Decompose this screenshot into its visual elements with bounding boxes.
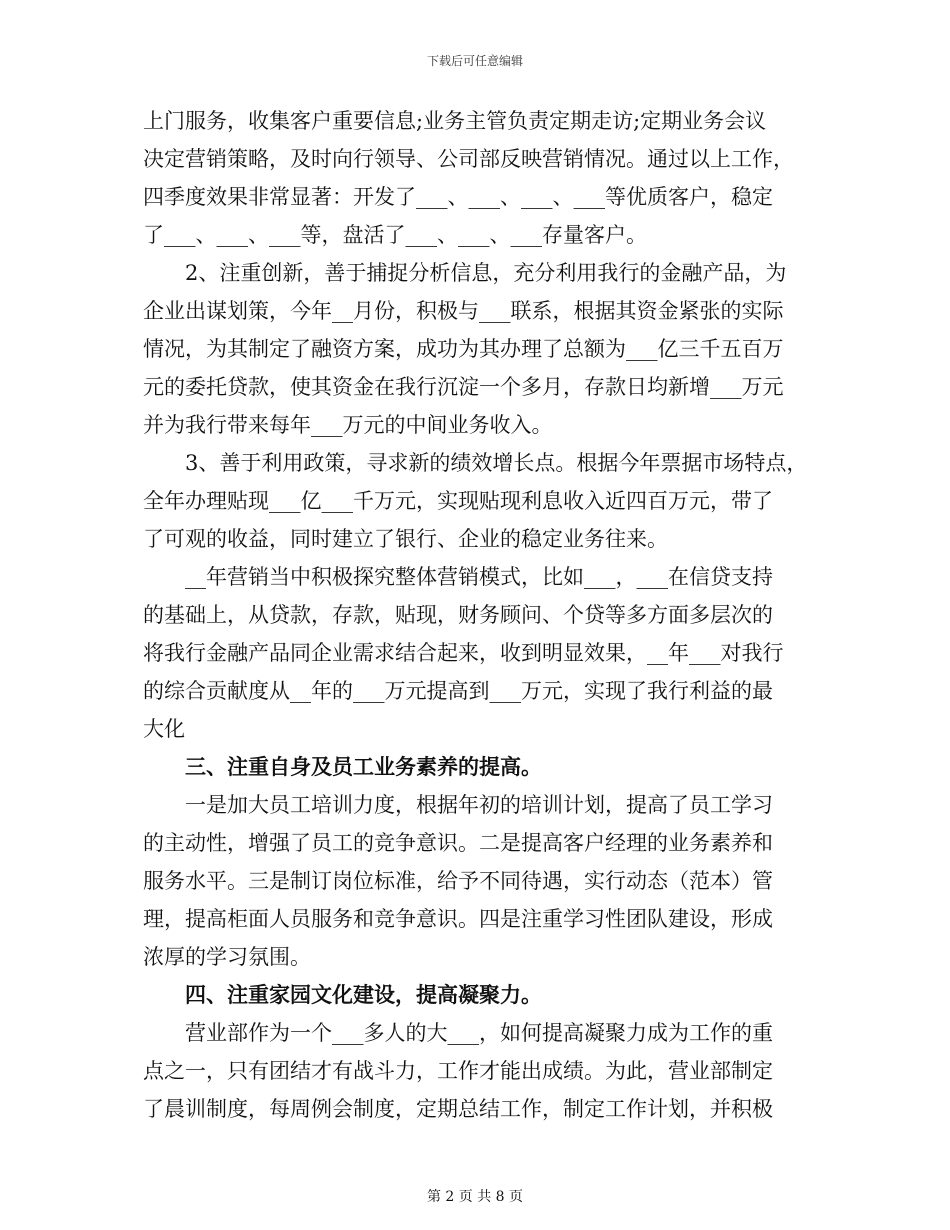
paragraph-marketing-model <box>143 558 823 748</box>
text-line: 将我行金融产品同企业需求结合起来，收到明显效果，__年___对我行 <box>143 641 784 665</box>
text-line: 营业部作为一个___多人的大___，如何提高凝聚力成为工作的重 <box>185 1021 773 1045</box>
text-line: __年营销当中积极探究整体营销模式，比如___，___在信贷支持 <box>185 565 773 589</box>
text-line: 理，提高柜面人员服务和竞争意识。四是注重学习性团队建设，形成 <box>143 907 773 931</box>
text-line: 情况，为其制定了融资方案，成功为其办理了总额为___亿三千五百万 <box>143 337 784 361</box>
text-line: 并为我行带来每年___万元的中间业务收入。 <box>143 413 553 437</box>
page-number-footer: 第 2 页 共 8 页 <box>426 1189 524 1205</box>
text-line: 企业出谋划策，今年__月份，积极与___联系，根据其资金紧张的实际 <box>143 299 784 323</box>
text-line: 了可观的收益，同时建立了银行、企业的稳定业务往来。 <box>143 527 668 551</box>
text-line: 一是加大员工培训力度，根据年初的培训计划，提高了员工学习 <box>185 793 773 817</box>
text-line: 的综合贡献度从__年的___万元提高到___万元，实现了我行利益的最 <box>143 679 773 703</box>
text-line: 全年办理贴现___亿___千万元，实现贴现利息收入近四百万元，带了 <box>143 489 773 513</box>
text-line: 2、注重创新，善于捕捉分析信息，充分利用我行的金融产品，为 <box>185 261 787 285</box>
text-line: 3、善于利用政策，寻求新的绩效增长点。根据今年票据市场特点， <box>185 451 808 475</box>
text-line: 元的委托贷款，使其资金在我行沉淀一个多月，存款日均新增___万元 <box>143 375 784 399</box>
text-line: 的主动性，增强了员工的竞争意识。二是提高客户经理的业务素养和 <box>143 831 773 855</box>
section-heading-three <box>143 748 823 786</box>
text-line: 的基础上，从贷款，存款，贴现，财务顾问、个贷等多方面多层次的 <box>143 603 773 627</box>
heading-text: 四、注重家园文化建设，提高凝聚力。 <box>185 982 542 1007</box>
text-line: 上门服务，收集客户重要信息;业务主管负责定期走访;定期业务会议 <box>143 109 767 133</box>
document-body <box>143 102 823 1128</box>
page-header: 下载后可任意编辑 <box>426 54 523 68</box>
text-line: 了晨训制度，每周例会制度，定期总结工作，制定工作计划，并积极 <box>143 1097 773 1121</box>
section-heading-four <box>143 976 823 1014</box>
text-line: 了___、___、___等，盘活了___、___、___存量客户。 <box>143 223 647 247</box>
paragraph-staff-training <box>143 786 823 976</box>
paragraph-customer-service <box>143 102 823 254</box>
paragraph-innovation <box>143 254 823 444</box>
heading-text: 三、注重自身及员工业务素养的提高。 <box>185 754 542 779</box>
text-line: 决定营销策略，及时向行领导、公司部反映营销情况。通过以上工作， <box>143 147 794 171</box>
text-line: 四季度效果非常显著：开发了___、___、___、___等优质客户，稳定 <box>143 185 773 209</box>
text-line: 点之一，只有团结才有战斗力，工作才能出成绩。为此，营业部制定 <box>143 1059 773 1083</box>
text-line: 浓厚的学习氛围。 <box>143 945 311 969</box>
paragraph-cohesion <box>143 1014 823 1128</box>
text-line: 服务水平。三是制订岗位标准，给予不同待遇，实行动态（范本）管 <box>143 869 773 893</box>
paragraph-policy <box>143 444 823 558</box>
text-line: 大化 <box>143 717 185 741</box>
